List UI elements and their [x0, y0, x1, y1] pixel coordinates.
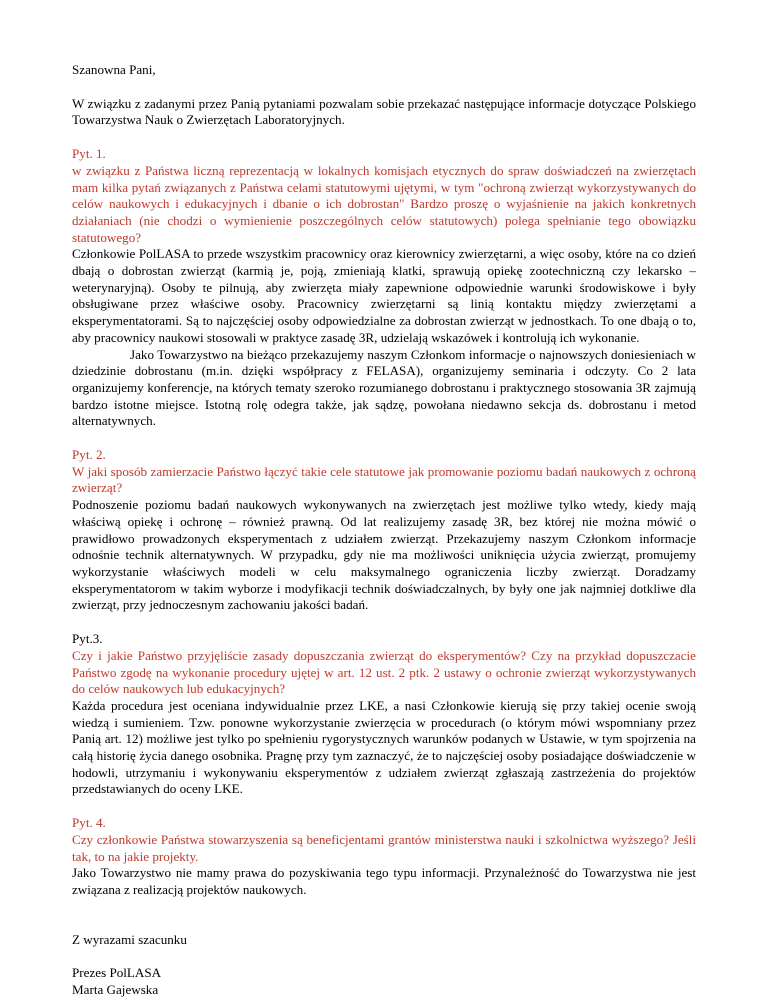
question-text: w związku z Państwa liczną reprezentacją w lokalnych komisjach etycznych do spraw doświadczeń na zwierzętach mam kilka pytań związanych z Państwa celami statutowymi ujętymi, w tym "ochroną zwierząt wykorzystywanych do celów naukowych i edukacyjnych i dbanie o ich dobrostan" Bardzo proszę o wyjaśnienie na jakich konkretnych działaniach (nie chodzi o wymienienie poszczególnych celów statutowych) polega spełnianie tego obowiązku statutowego? — [72, 162, 696, 245]
greeting: Szanowna Pani, — [72, 62, 156, 77]
answer-paragraph: Jako Towarzystwo nie mamy prawa do pozyskiwania tego typu informacji. Przynależność do Towarzystwa nie jest związana z realizacją projektów naukowych. — [72, 865, 696, 897]
signature-name: Marta Gajewska — [72, 982, 159, 998]
answer-paragraph: Każda procedura jest oceniana indywidualnie przez LKE, a nasi Członkowie kierują się przy takiej ocenie swoją wiedzą i sumieniem. Tzw. ponowne wykorzystanie zwierzęcia w procedurach (o którym mówi wspomniany przez Panią art. 12) możliwe jest tylko po spełnieniu rygorystycznych warunków podanych w Ustawie, w tym spojrzenia na całą historię życia danego osobnika. Pragnę przy tym zaznaczyć, że to najczęściej osoby posiadające doświadczenie w hodowli, utrzymaniu i wykonywaniu eksperymentów z udziałem zwierząt zgłaszają zastrzeżenia do projektów przedstawianych do oceny LKE. — [72, 697, 696, 797]
question-label: Pyt.3. — [72, 631, 103, 647]
question-section-3 — [72, 631, 696, 798]
question-text: W jaki sposób zamierzacie Państwo łączyć takie cele statutowe jak promowanie poziomu badań naukowych z ochroną zwierząt? — [72, 463, 696, 496]
answer-paragraph: Jako Towarzystwo na bieżąco przekazujemy naszym Członkom informacje o najnowszych doniesieniach w dziedzinie dobrostanu (m.in. dzięki współpracy z FELASA), organizujemy seminaria i odczyty. Co 2 lata organizujemy konferencje, na których tematy szeroko rozumianego dobrostanu i praktycznego stosowania 3R zajmują bardzo istotne miejsce. Istotną rolę odegra także, jak sądzę, powołana niedawno sekcja ds. dobrostanu i metod alternatywnych. — [72, 346, 696, 429]
intro-paragraph: W związku z zadanymi przez Panią pytaniami pozwalam sobie przekazać następujące informacje dotyczące Polskiego Towarzystwa Nauk o Zwierzętach Laboratoryjnych. — [72, 95, 696, 128]
question-section-4 — [72, 815, 696, 899]
question-text: Czy członkowie Państwa stowarzyszenia są beneficjentami grantów ministerstwa nauki i szkolnictwa wyższego? Jeśli tak, to na jakie projekty. — [72, 831, 696, 864]
answer-paragraph: Członkowie PolLASA to przede wszystkim pracownicy oraz kierownicy zwierzętarni, a więc osoby, które na co dzień dbają o dobrostan zwierząt (karmią je, poją, zmieniają klatki, sprawują opiekę zootechniczną czy lekarsko – weterynaryjną). Osoby te pilnują, aby zwierzęta miały zapewnione odpowiednie warunki środowiskowe i były obsługiwane przez właściwe osoby. Pracownicy zwierzętarni są linią kontaktu między zwierzętami a eksperymentatorami. Są to najczęściej osoby odpowiedzialne za dobrostan zwierząt w jednostkach. To one dbają o to, aby pracownicy naukowi stosowali w praktyce zasadę 3R, udzielają wskazówek i kontrolują ich wykonanie. — [72, 246, 696, 345]
question-section-2 — [72, 447, 696, 614]
question-text: Czy i jakie Państwo przyjęliście zasady dopuszczania zwierząt do eksperymentów? Czy na przykład dopuszczacie Państwo zgodę na wykonanie procedury ujętej w art. 12 ust. 2 ptk. 2 ustawy o ochronie zwierząt wykorzystywanych do celów naukowych lub edukacyjnych? — [72, 647, 696, 697]
question-section-1 — [72, 146, 696, 430]
question-label: Pyt. 1. — [72, 146, 106, 162]
closing: Z wyrazami szacunku — [72, 931, 187, 947]
signature-title: Prezes PolLASA — [72, 965, 162, 981]
question-label: Pyt. 2. — [72, 447, 106, 463]
question-label: Pyt. 4. — [72, 815, 106, 831]
answer-paragraph: Podnoszenie poziomu badań naukowych wykonywanych na zwierzętach jest możliwe tylko wtedy, kiedy mają właściwą opiekę i ochronę – również prawną. Od lat realizujemy zasadę 3R, bez której nie można mówić o prawidłowo prowadzonych eksperymentach z udziałem zwierząt. Przekazujemy naszym Członkom informacje odnośnie technik alternatywnych. W przypadku, gdy nie ma możliwości uniknięcia użycia zwierząt, promujemy wykorzystanie właściwych modeli w celu maksymalnego ograniczenia liczby zwierząt. Doradzamy eksperymentatorom w takim wyborze i modyfikacji technik doświadczalnych, by były one jak najmniej dotkliwe dla zwierząt, przy jednoczesnym zachowaniu jakości badań. — [72, 497, 696, 613]
